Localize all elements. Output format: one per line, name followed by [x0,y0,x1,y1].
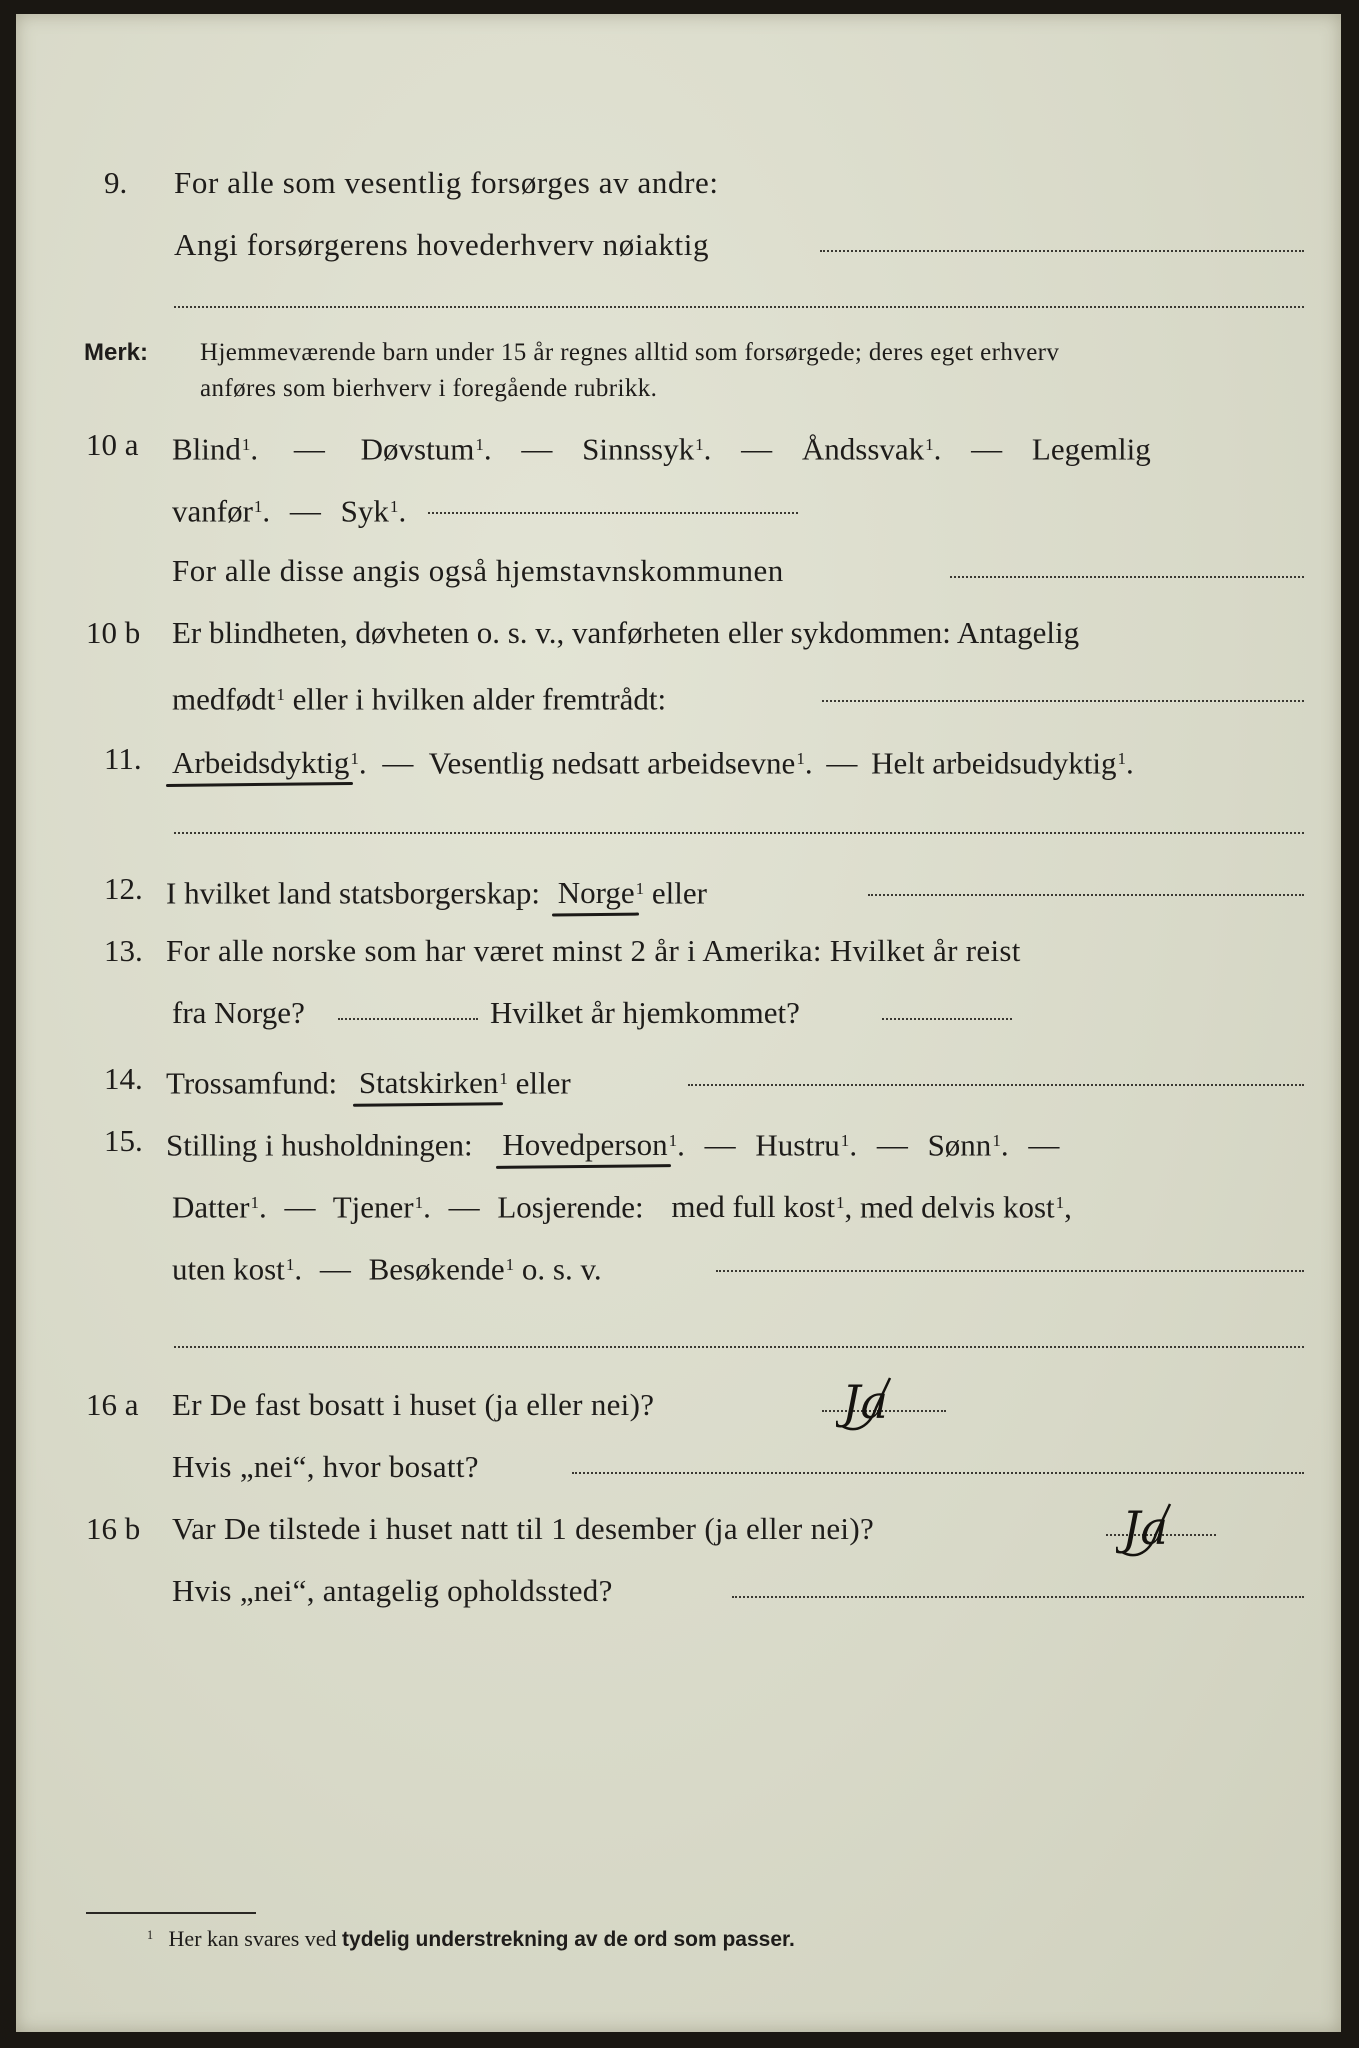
q16b-number: 16 b [86,1511,141,1546]
q13-hjemkommet-field[interactable] [882,1018,1012,1020]
footnote [146,1926,795,1952]
q10b-field[interactable] [822,700,1304,702]
opt-sonn[interactable]: Sønn [927,1127,992,1163]
dash: — [289,493,321,529]
dash: — [382,745,414,781]
q16a-handwritten-answer [836,1374,956,1436]
q12-field[interactable] [868,894,1304,896]
q10a-number: 10 a [86,427,139,462]
q10a-options: Blind$^1$. — Døvstum$^1$. — Sinnssyk$^1$. — Åndssvak$^1$. — Legemlig [172,431,1151,467]
q14-suffix: eller [515,1065,571,1101]
q13-part1: fra Norge? [172,995,305,1030]
dash: — [971,431,1003,467]
q14-text: Trossamfund: [166,1065,338,1101]
q9-answer-field-2[interactable] [174,306,1304,308]
q16b-handwritten-answer [1116,1500,1226,1562]
q13-part2: Hvilket år hjemkommet? [490,995,800,1030]
q10b-line1: Er blindheten, døvheten o. s. v., vanførheten eller sykdommen: Antagelig [172,615,1080,650]
opt-syk[interactable]: Syk [340,493,389,529]
opt-tjener[interactable]: Tjener [332,1189,414,1225]
footnote-text: Her kan svares ved [168,1926,337,1951]
q10a-hjemstavn-field[interactable] [950,576,1304,578]
opt-dovstum[interactable]: Døvstum [360,431,475,467]
q16b-line2: Hvis „nei“, antagelig opholdssted? [172,1573,613,1608]
q15-suffix: o. s. v. [521,1251,602,1287]
q15-number: 15. [104,1123,143,1158]
dash: — [741,431,773,467]
dash: — [319,1251,351,1287]
opt-statskirken[interactable]: Statskirken [358,1065,499,1101]
q16a-number: 16 a [86,1387,139,1422]
footnote-mark: 1 [147,1928,154,1943]
footnote-rule [86,1912,256,1914]
dash: — [1028,1127,1060,1163]
q16b-answer-text: Ja [1122,1501,1168,1555]
q16a-answer-text: Ja [842,1375,888,1429]
dash: — [704,1127,736,1163]
opt-nedsatt[interactable]: Vesentlig nedsatt arbeidsevne [428,745,796,781]
q10b-number: 10 b [86,615,141,650]
dash: — [876,1127,908,1163]
q9-number: 9. [104,165,128,200]
opt-losjerende[interactable]: Losjerende: [497,1189,644,1225]
q11-number: 11. [104,741,142,776]
dash: — [448,1189,480,1225]
opt-uten-kost[interactable]: uten kost [172,1251,285,1287]
opt-legemlig[interactable]: Legemlig [1031,431,1151,467]
footnote-bold: tydelig understrekning av de ord som passer. [342,1928,795,1951]
q16b-line1: Var De tilstede i huset natt til 1 desember (ja eller nei)? [172,1511,875,1546]
opt-medfodt[interactable]: medfødt [172,681,276,717]
opt-delvis-kost[interactable]: med delvis kost [860,1189,1055,1225]
census-form-page: 9. For alle som vesentlig forsørges av andre: Angi forsørgerens hovederhverv nøiaktig Merk: Hjemmeværende barn under 15 år regnes alltid som forsørgede; deres eget erhverv anføres som bierhverv i foregående rubrikk. 10 a Blind$^1$. — Døvstum$^1$. — Sinnssyk$^1$. — Åndssvak$^1$. — Legemlig vanfør$^1$. — Syk$^1$. For alle disse angis også hjemstavnskommunen 10 b Er blindheten, døvheten o. s. v., vanførheten eller sykdommen: Antagelig medfødt$^1$ eller i hvilken alder fremtrådt: 11. Arbeidsdyktig$^1$. — Vesentlig nedsatt arbeidsevne$^1$. — Helt arbeidsudyktig$^1$. 12. I hvilket land statsborgerskap: Norge$^1$ eller 13. For alle norske som har været minst 2 år i Amerika: Hvilket år reist fra Norge? Hvilket år hjemkommet? 14. Trossamfund: Statskirken$^1$ eller 15. Stilling i husholdningen: Hovedperson$^1$. — Hustru$^1$. — Sønn$^1$. — Datter$^1$. — Tjener$^1$. — Losjerende: med full kost$^1$, med delvis kost$^1$, uten kost$^1$. — Besøkende$^1$ o. s. v. 16 a Er De fast bosatt i huset (ja eller nei)? Ja Hvis „nei“, hvor bosatt? 16 b Var De tilstede i huset natt til 1 desember (ja eller nei)? Ja Hvis „nei“, antagelig opholdssted? $^1$ Her kan svares ved tydelig understrekning av de ord som passer. [16,14,1341,2032]
q15-text: Stilling i husholdningen: [166,1127,473,1163]
q9-answer-field[interactable] [820,250,1304,252]
opt-datter[interactable]: Datter [172,1189,250,1225]
opt-besokende[interactable]: Besøkende [368,1251,505,1287]
q12-number: 12. [104,871,143,906]
q12-suffix: eller [651,875,707,911]
q9-line2: Angi forsørgerens hovederhverv nøiaktig [174,227,710,262]
dash: — [521,431,553,467]
q11-answer-field[interactable] [174,832,1304,834]
q15-field[interactable] [716,1270,1304,1272]
opt-arbeidsdyktig[interactable]: Arbeidsdyktig [172,745,350,781]
dash: — [826,745,858,781]
q16a-line1: Er De fast bosatt i huset (ja eller nei)? [172,1387,655,1422]
q13-line1: For alle norske som har været minst 2 år i Amerika: Hvilket år reist [166,933,1021,968]
q16b-opholdssted-field[interactable] [732,1596,1304,1598]
q14-field[interactable] [688,1084,1304,1086]
opt-andssvak[interactable]: Åndssvak [801,431,925,467]
q14-number: 14. [104,1061,143,1096]
opt-sinnssyk[interactable]: Sinnssyk [582,431,695,467]
dash: — [293,431,325,467]
q10b-line2: eller i hvilken alder fremtrådt: [292,681,667,717]
q15-answer-field[interactable] [174,1346,1304,1348]
q16a-line2: Hvis „nei“, hvor bosatt? [172,1449,479,1484]
merk-line1: Hjemmeværende barn under 15 år regnes alltid som forsørgede; deres eget erhverv [200,339,1060,366]
opt-hovedperson[interactable]: Hovedperson [502,1127,668,1163]
opt-full-kost[interactable]: med full kost [671,1189,836,1225]
opt-udyktig[interactable]: Helt arbeidsudyktig [871,745,1117,781]
opt-hustru[interactable]: Hustru [755,1127,840,1163]
opt-norge[interactable]: Norge [557,875,635,911]
opt-vanfor[interactable]: vanfør [172,493,253,529]
q12-text: I hvilket land statsborgerskap: [166,875,540,911]
merk-label: Merk: [84,339,149,366]
q16a-bosatt-field[interactable] [572,1472,1304,1474]
dash: — [284,1189,316,1225]
q9-line1: For alle som vesentlig forsørges av andre: [174,165,719,200]
q13-reist-field[interactable] [338,1018,478,1020]
q13-number: 13. [104,933,143,968]
q10a-syk-field[interactable] [428,512,798,514]
q10a-line3: For alle disse angis også hjemstavnskommunen [172,553,784,588]
merk-line2: anføres som bierhverv i foregående rubrikk. [200,375,658,402]
opt-blind[interactable]: Blind [172,431,241,467]
